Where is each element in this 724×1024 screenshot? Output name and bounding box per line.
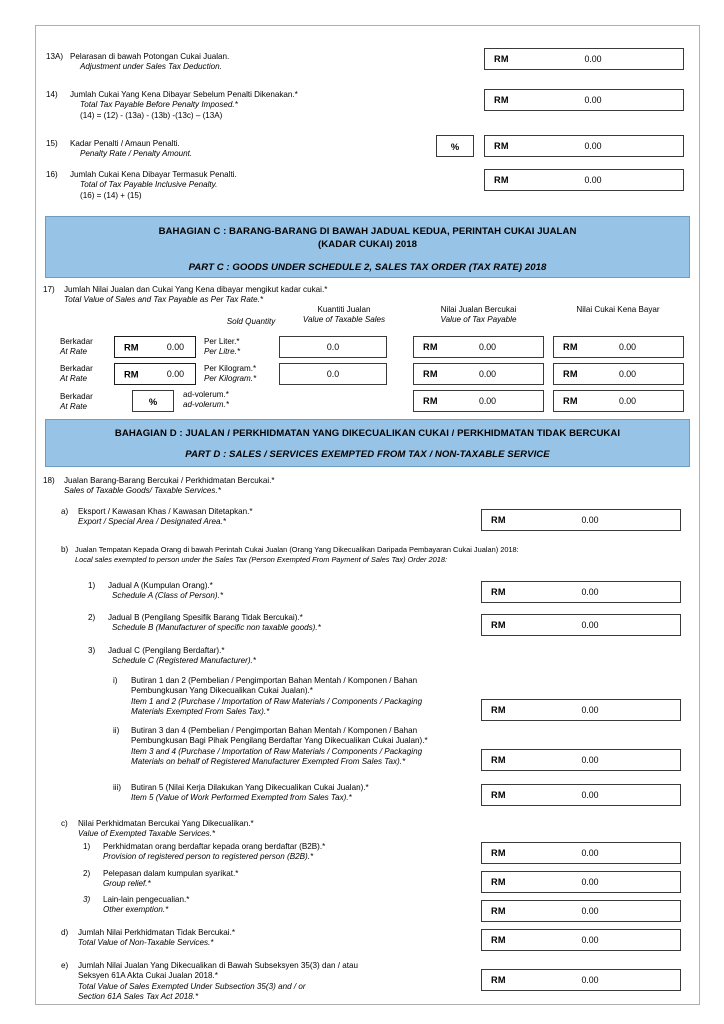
item-18e-label-ms-2: Seksyen 61A Akta Cukai Jualan 2018.*	[78, 971, 218, 981]
item-15-amount-field[interactable]	[484, 135, 684, 157]
quantity-field-row-2[interactable]	[279, 363, 387, 385]
item-14-amount-field[interactable]	[484, 89, 684, 111]
item-18c-2-label-ms: Pelepasan dalam kumpulan syarikat.*	[103, 869, 239, 878]
tax-payable-field-row-3[interactable]	[553, 390, 684, 412]
item-18b-3-label-ms: Jadual C (Pengilang Berdaftar).*	[108, 646, 225, 655]
tax-payable-field-row-2[interactable]	[553, 363, 684, 385]
item-18b-2-amount-value: 0.00	[581, 620, 599, 630]
item-18	[43, 476, 275, 497]
item-18b-2	[88, 613, 321, 634]
item-18c-number: c)	[61, 819, 68, 828]
tax-payable-value-row-1: 0.00	[618, 342, 637, 352]
item-18c-2-number: 2)	[83, 869, 91, 878]
item-18b-3-i-amount-field[interactable]	[481, 699, 681, 721]
item-14-label-en: Total Tax Payable Before Penalty Imposed.*	[80, 100, 238, 110]
item-18b-3-iii-label-en-1: Item 5 (Value of Work Performed Exempted from Sales Tax).*	[131, 793, 352, 803]
unit-label-row-2	[204, 364, 256, 385]
currency-label: RM	[491, 848, 506, 858]
rate-field-row-1[interactable]	[114, 336, 196, 358]
item-16-number: 16)	[46, 170, 58, 179]
item-18c-1-amount-value: 0.00	[581, 848, 599, 858]
item-18e-label-ms-1: Jumlah Nilai Jualan Yang Dikecualikan di Bawah Subseksyen 35(3) dan / atau	[78, 961, 359, 970]
item-18b-3-iii	[113, 783, 369, 804]
item-18c-3-label-en: Other exemption.*	[103, 905, 169, 915]
item-18b-3-i-label-ms-2: Pembungkusan Yang Dikecualikan Cukai Jualan).*	[131, 686, 313, 696]
item-16-label-ms: Jumlah Cukai Kena Dibayar Termasuk Penalti.	[70, 170, 237, 179]
column-header-tax-value	[548, 305, 688, 315]
tax-payable-value-row-3: 0.00	[618, 396, 637, 406]
item-18b-3-iii-amount-value: 0.00	[581, 790, 599, 800]
currency-label: RM	[491, 515, 506, 525]
item-18b-3-i-label-en-2: Materials Exempted From Sales Tax).*	[131, 707, 270, 717]
rate-value-row-1: 0.00	[166, 342, 184, 352]
item-18a-amount-field[interactable]	[481, 509, 681, 531]
item-18c-2-label-en: Group relief.*	[103, 879, 151, 889]
form-page-inner	[36, 26, 701, 1006]
item-16	[46, 170, 237, 201]
item-15-label-en: Penalty Rate / Penalty Amount.	[80, 149, 193, 159]
item-18c-3-amount-field[interactable]	[481, 900, 681, 922]
item-18d	[61, 928, 235, 949]
item-18d-amount-field[interactable]	[481, 929, 681, 951]
rate-label-row-3	[60, 392, 93, 413]
unit-label-row-3	[183, 390, 229, 411]
item-18b-3-label-en: Schedule C (Registered Manufacturer).*	[112, 656, 256, 666]
currency-label: RM	[491, 755, 506, 765]
item-18c-1-label-ms: Perkhidmatan orang berdaftar kepada orang berdaftar (B2B).*	[103, 842, 326, 851]
item-18c-label-en: Value of Exempted Taxable Services.*	[78, 829, 216, 839]
part-d-banner-line1: BAHAGIAN D : JUALAN / PERKHIDMATAN YANG DIKECUALIKAN CUKAI / PERKHIDMATAN TIDAK BERCUKAI	[114, 428, 621, 439]
item-18-label-ms: Jualan Barang-Barang Bercukai / Perkhidmatan Bercukai.*	[64, 476, 275, 485]
item-18b-3-ii-amount-field[interactable]	[481, 749, 681, 771]
item-17	[43, 285, 327, 306]
item-18b-3-i-label-ms-1: Butiran 1 dan 2 (Pembelian / Pengimportan Bahan Mentah / Komponen / Bahan	[131, 676, 418, 685]
tax-value-header-ms: Nilai Cukai Kena Bayar	[576, 305, 660, 314]
unit-label-row-1-en: Per Litre.*	[204, 347, 240, 357]
rate-label-row-1-en: At Rate	[60, 347, 87, 357]
currency-label: RM	[494, 141, 509, 151]
currency-label: RM	[491, 935, 506, 945]
item-18b-3-number: 3)	[88, 646, 96, 655]
tax-payable-header-en: Value of Tax Payable	[440, 315, 517, 325]
item-18a-number: a)	[61, 507, 69, 516]
taxable-sales-value-row-2: 0.00	[478, 369, 497, 379]
item-18e-amount-field[interactable]	[481, 969, 681, 991]
currency-label: RM	[491, 620, 506, 630]
currency-label: RM	[494, 54, 509, 64]
item-18b-label-en: Local sales exempted to person under the Sales Tax (Person Exempted From Payment of Sales Tax) Order 2018:	[75, 555, 448, 565]
part-c-banner-line1: BAHAGIAN C : BARANG-BARANG DI BAWAH JADUAL KEDUA, PERINTAH CUKAI JUALAN	[158, 226, 577, 237]
unit-label-row-3-en: ad-volerum.*	[183, 400, 229, 410]
currency-label: RM	[563, 369, 578, 379]
item-18b-1-label-ms: Jadual A (Kumpulan Orang).*	[108, 581, 213, 590]
taxable-sales-value-row-3: 0.00	[478, 396, 497, 406]
item-16-label-en: Total of Tax Payable Inclusive Penalty.	[80, 180, 218, 190]
item-18e-number: e)	[61, 961, 69, 970]
item-18b-2-label-ms: Jadual B (Pengilang Spesifik Barang Tidak Bercukai).*	[108, 613, 303, 622]
currency-label: RM	[563, 396, 578, 406]
column-header-tax-payable	[411, 305, 546, 326]
currency-label: RM	[491, 587, 506, 597]
item-13a-label-en: Adjustment under Sales Tax Deduction.	[80, 62, 222, 72]
taxable-sales-field-row-2[interactable]	[413, 363, 544, 385]
item-18b-2-amount-field[interactable]	[481, 614, 681, 636]
item-18b-1-amount-field[interactable]	[481, 581, 681, 603]
item-13a	[46, 52, 229, 73]
item-18b	[61, 545, 519, 566]
rate-label-row-3-en: At Rate	[60, 402, 87, 412]
currency-label: RM	[563, 342, 578, 352]
quantity-value-row-2: 0.0	[326, 369, 340, 379]
unit-label-row-2-ms: Per Kilogram.*	[204, 364, 257, 373]
item-18c-3	[83, 895, 189, 916]
item-15-amount-value: 0.00	[584, 141, 602, 151]
item-13a-number: 13A)	[46, 52, 64, 61]
taxable-sales-value-row-1: 0.00	[478, 342, 497, 352]
item-18b-number: b)	[61, 545, 69, 554]
part-c-banner	[45, 216, 690, 278]
item-18c-2-amount-value: 0.00	[581, 877, 599, 887]
item-15-label-ms: Kadar Penalti / Amaun Penalti.	[70, 139, 180, 148]
item-18c-1-label-en: Provision of registered person to registered person (B2B).*	[103, 852, 314, 862]
item-16-formula: (16) = (14) + (15)	[80, 190, 142, 200]
rate-label-row-1-ms: Berkadar	[60, 337, 93, 346]
item-18e-label-en-1: Total Value of Sales Exempted Under Subsection 35(3) and / or	[78, 981, 306, 991]
currency-label: RM	[423, 342, 438, 352]
item-18e-amount-value: 0.00	[581, 975, 599, 985]
item-18b-1-label-en: Schedule A (Class of Person).*	[112, 591, 223, 601]
currency-label: RM	[494, 95, 509, 105]
part-c-banner-line3: PART C : GOODS UNDER SCHEDULE 2, SALES TAX ORDER (TAX RATE) 2018	[188, 262, 547, 273]
item-18-number: 18)	[43, 476, 55, 485]
item-18c-3-number: 3)	[83, 895, 91, 904]
quantity-value-row-1: 0.0	[326, 342, 340, 352]
item-13a-amount-value: 0.00	[584, 54, 602, 64]
part-c-banner-line2: (KADAR CUKAI) 2018	[318, 239, 417, 250]
item-18b-3-ii-number: ii)	[113, 726, 120, 735]
sold-quantity-header-en: Sold Quantity	[226, 317, 276, 326]
item-18c-1-number: 1)	[83, 842, 91, 851]
tax-payable-field-row-1[interactable]	[553, 336, 684, 358]
item-18d-number: d)	[61, 928, 69, 937]
taxable-sales-field-row-3[interactable]	[413, 390, 544, 412]
taxable-sales-header-en: Value of Taxable Sales	[302, 315, 386, 325]
rate-label-row-2-ms: Berkadar	[60, 364, 93, 373]
currency-label: RM	[491, 790, 506, 800]
item-14	[46, 90, 298, 121]
rate-label-row-2	[60, 364, 93, 385]
unit-label-row-3-ms: ad-volerum.*	[183, 390, 229, 399]
item-18b-1-amount-value: 0.00	[581, 587, 599, 597]
item-15-penalty-rate-field[interactable]	[436, 135, 474, 157]
item-18a-label-ms: Eksport / Kawasan Khas / Kawasan Ditetapkan.*	[78, 507, 253, 516]
item-18d-label-ms: Jumlah Nilai Perkhidmatan Tidak Bercukai.*	[78, 928, 235, 937]
part-d-banner-line2: PART D : SALES / SERVICES EXEMPTED FROM TAX / NON-TAXABLE SERVICE	[185, 449, 550, 460]
rate-field-row-2[interactable]	[114, 363, 196, 385]
rate-percent-field-row-3[interactable]	[132, 390, 174, 412]
item-13a-label-ms: Pelarasan di bawah Potongan Cukai Jualan.	[70, 52, 230, 61]
item-18a-amount-value: 0.00	[581, 515, 599, 525]
item-18b-3-iii-label-ms-1: Butiran 5 (Nilai Kerja Dilakukan Yang Dikecualikan Cukai Jualan).*	[131, 783, 369, 792]
item-18b-3-ii-label-en-1: Item 3 and 4 (Purchase / Importation of Raw Materials / Components / Packaging	[131, 746, 423, 756]
currency-label: RM	[423, 396, 438, 406]
item-18b-3-ii-label-ms-2: Pembungkusan Bagi Pihak Pengilang Berdaftar Yang Dikecualikan Cukai Jualan).*	[131, 736, 428, 746]
item-18d-label-en: Total Value of Non-Taxable Services.*	[78, 938, 214, 948]
rate-label-row-1	[60, 337, 93, 358]
item-18c-3-amount-value: 0.00	[581, 906, 599, 916]
taxable-sales-header-ms: Kuantiti Jualan	[317, 305, 371, 314]
form-page	[35, 25, 700, 1005]
unit-label-row-1-ms: Per Liter.*	[204, 337, 240, 346]
item-18b-1-number: 1)	[88, 581, 96, 590]
item-15	[46, 139, 192, 160]
item-18b-3-ii-label-en-2: Materials on behalf of Registered Manufacturer Exempted From Sales Tax).*	[131, 757, 406, 767]
item-18b-3	[88, 646, 256, 667]
item-18c-1-amount-field[interactable]	[481, 842, 681, 864]
item-18b-3-i-amount-value: 0.00	[581, 705, 599, 715]
tax-payable-value-row-2: 0.00	[618, 369, 637, 379]
rate-label-row-2-en: At Rate	[60, 374, 87, 384]
percent-symbol: %	[450, 140, 460, 152]
item-15-number: 15)	[46, 139, 58, 148]
item-18b-3-i-number: i)	[113, 676, 118, 685]
part-d-banner	[45, 419, 690, 467]
currency-label: RM	[124, 341, 139, 353]
item-18a	[61, 507, 253, 528]
item-18b-3-i	[113, 676, 422, 718]
item-17-label-en: Total Value of Sales and Tax Payable as Per Tax Rate.*	[64, 295, 264, 305]
item-14-formula: (14) = (12) - (13a) - (13b) -(13c) – (13A)	[80, 110, 223, 120]
currency-label: RM	[491, 705, 506, 715]
item-18b-3-i-label-en-1: Item 1 and 2 (Purchase / Importation of Raw Materials / Components / Packaging	[131, 696, 423, 706]
item-18c-2	[83, 869, 238, 890]
item-17-number: 17)	[43, 285, 55, 294]
tax-payable-header-ms: Nilai Jualan Bercukai	[440, 305, 517, 314]
item-18b-2-number: 2)	[88, 613, 96, 622]
unit-label-row-2-en: Per Kilogram.*	[204, 374, 257, 384]
item-18c-label-ms: Nilai Perkhidmatan Bercukai Yang Dikecualikan.*	[78, 819, 254, 828]
item-18b-1	[88, 581, 223, 602]
unit-label-row-1	[204, 337, 240, 358]
item-18e	[61, 961, 358, 1003]
taxable-sales-field-row-1[interactable]	[413, 336, 544, 358]
item-18b-3-iii-number: iii)	[113, 783, 122, 792]
currency-label: RM	[491, 906, 506, 916]
item-18b-2-label-en: Schedule B (Manufacturer of specific non taxable goods).*	[112, 623, 321, 633]
item-14-label-ms: Jumlah Cukai Yang Kena Dibayar Sebelum Penalti Dikenakan.*	[70, 90, 298, 99]
item-16-amount-value: 0.00	[584, 175, 602, 185]
currency-label: RM	[423, 369, 438, 379]
item-18e-label-en-2: Section 61A Sales Tax Act 2018.*	[78, 992, 199, 1002]
item-18b-3-ii-label-ms-1: Butiran 3 dan 4 (Pembelian / Pengimportan Bahan Mentah / Komponen / Bahan	[131, 726, 418, 735]
item-17-label-ms: Jumlah Nilai Jualan dan Cukai Yang Kena dibayar mengikut kadar cukai.*	[64, 285, 328, 294]
currency-label: RM	[124, 368, 139, 380]
item-18b-3-ii	[113, 726, 428, 768]
item-13a-amount-field[interactable]	[484, 48, 684, 70]
item-18-label-en: Sales of Taxable Goods/ Taxable Services.*	[64, 486, 221, 496]
item-14-number: 14)	[46, 90, 58, 99]
currency-label: RM	[491, 975, 506, 985]
quantity-field-row-1[interactable]	[279, 336, 387, 358]
item-18b-3-iii-amount-field[interactable]	[481, 784, 681, 806]
item-18d-amount-value: 0.00	[581, 935, 599, 945]
currency-label: RM	[494, 175, 509, 185]
item-14-amount-value: 0.00	[584, 95, 602, 105]
percent-symbol: %	[148, 395, 158, 407]
item-18c	[61, 819, 254, 840]
rate-value-row-2: 0.00	[166, 369, 184, 379]
item-18b-label-ms: Jualan Tempatan Kepada Orang di bawah Perintah Cukai Jualan (Orang Yang Dikecualikan Daripada Pembayaran Cukai Jualan) 2018:	[75, 545, 519, 554]
item-16-amount-field[interactable]	[484, 169, 684, 191]
item-18c-1	[83, 842, 325, 863]
item-18c-3-label-ms: Lain-lain pengecualian.*	[103, 895, 190, 904]
item-18a-label-en: Export / Special Area / Designated Area.*	[78, 517, 226, 527]
column-header-taxable-sales	[279, 305, 409, 326]
item-18b-3-ii-amount-value: 0.00	[581, 755, 599, 765]
rate-label-row-3-ms: Berkadar	[60, 392, 93, 401]
currency-label: RM	[491, 877, 506, 887]
item-18c-2-amount-field[interactable]	[481, 871, 681, 893]
